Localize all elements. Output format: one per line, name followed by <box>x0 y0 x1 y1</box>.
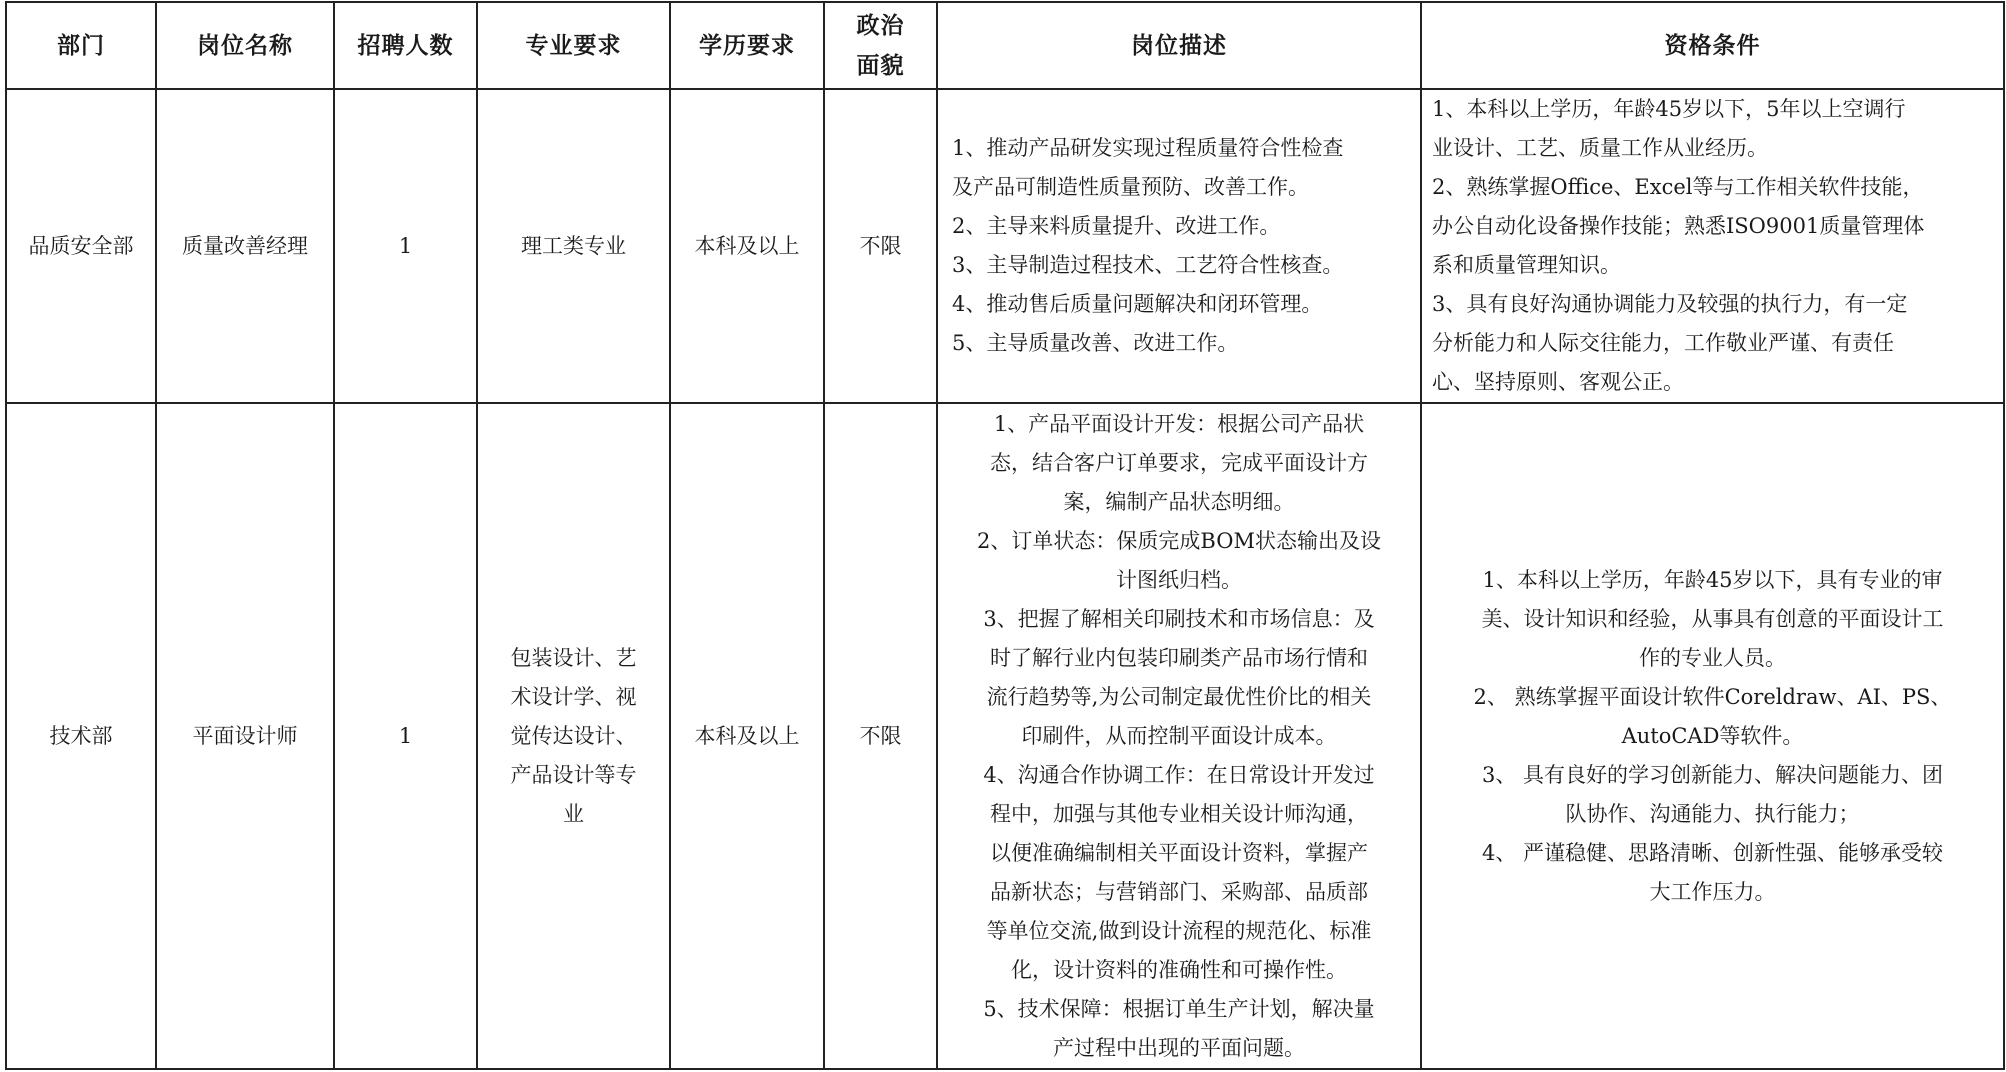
cell-description <box>937 403 1421 1069</box>
text-line: 态，结合客户订单要求，完成平面设计方 <box>990 450 1368 475</box>
text-line: 品新状态；与营销部门、采购部、品质部 <box>990 879 1368 904</box>
header-row <box>6 2 2004 89</box>
cell-political: 不限 <box>824 403 937 1069</box>
cell-major: 理工类专业 <box>477 89 670 403</box>
cell-qualification <box>1421 403 2004 1069</box>
description-lines <box>938 405 1420 1068</box>
text-line: 1、本科以上学历，年龄45岁以下，5年以上空调行 <box>1432 97 1906 121</box>
cell-political: 不限 <box>824 89 937 403</box>
text-line: 案，编制产品状态明细。 <box>1063 489 1295 514</box>
qualification-lines <box>1422 90 2003 402</box>
text-line: 3、主导制造过程技术、工艺符合性核查。 <box>952 253 1344 277</box>
cell-major <box>477 403 670 1069</box>
header-count: 招聘人数 <box>334 2 477 89</box>
text-line: 2、主导来料质量提升、改进工作。 <box>952 214 1281 238</box>
text-line: 大工作压力。 <box>1649 879 1776 904</box>
text-line: 产过程中出现的平面问题。 <box>1053 1035 1305 1060</box>
header-political-text: 政治面貌 <box>856 11 905 79</box>
text-line: 心、坚持原则、客观公正。 <box>1432 370 1684 394</box>
text-line: 术设计学、视 <box>510 684 637 709</box>
text-line: 流行趋势等,为公司制定最优性价比的相关 <box>986 684 1372 709</box>
text-line: 5、主导质量改善、改进工作。 <box>952 331 1239 355</box>
text-line: 4、 严谨稳健、思路清晰、创新性强、能够承受较 <box>1481 840 1944 865</box>
text-line: 3、 具有良好的学习创新能力、解决问题能力、团 <box>1481 762 1944 787</box>
text-line: 程中，加强与其他专业相关设计师沟通， <box>990 801 1368 826</box>
text-line: 2、熟练掌握Office、Excel等与工作相关软件技能， <box>1432 175 1924 199</box>
text-line: 以便准确编制相关平面设计资料，掌握产 <box>990 840 1368 865</box>
qualification-lines <box>1422 561 2003 912</box>
header-department: 部门 <box>6 2 156 89</box>
cell-department: 品质安全部 <box>6 89 156 403</box>
cell-department: 技术部 <box>6 403 156 1069</box>
job-requirements-table <box>5 1 2005 1070</box>
text-line: 包装设计、艺 <box>510 645 637 670</box>
header-political <box>824 2 937 89</box>
text-line: 办公自动化设备操作技能；熟悉ISO9001质量管理体 <box>1432 214 1925 238</box>
cell-count: 1 <box>334 403 477 1069</box>
text-line: 1、推动产品研发实现过程质量符合性检查 <box>952 136 1344 160</box>
text-line: 3、把握了解相关印刷技术和市场信息：及 <box>983 606 1375 631</box>
text-line: 产品设计等专 <box>510 762 637 787</box>
header-major: 专业要求 <box>477 2 670 89</box>
text-line: 等单位交流,做到设计流程的规范化、标准 <box>986 918 1372 943</box>
cell-description <box>937 89 1421 403</box>
text-line: 2、 熟练掌握平面设计软件Coreldraw、AI、PS、 <box>1473 684 1952 709</box>
cell-position: 平面设计师 <box>156 403 334 1069</box>
table-row <box>6 89 2004 403</box>
text-line: 觉传达设计、 <box>510 723 637 748</box>
header-description: 岗位描述 <box>937 2 1421 89</box>
text-line: 业设计、工艺、质量工作从业经历。 <box>1432 136 1768 160</box>
cell-education: 本科及以上 <box>670 89 824 403</box>
cell-qualification <box>1421 89 2004 403</box>
text-line: 4、推动售后质量问题解决和闭环管理。 <box>952 292 1323 316</box>
text-line: 计图纸归档。 <box>1116 567 1242 592</box>
text-line: 队协作、沟通能力、执行能力； <box>1565 801 1860 826</box>
header-qualification: 资格条件 <box>1421 2 2004 89</box>
major-lines <box>478 639 669 834</box>
cell-count: 1 <box>334 89 477 403</box>
text-line: 业 <box>563 801 584 826</box>
text-line: 系和质量管理知识。 <box>1432 253 1621 277</box>
text-line: 分析能力和人际交往能力，工作敬业严谨、有责任 <box>1432 331 1894 355</box>
text-line: 1、产品平面设计开发：根据公司产品状 <box>993 411 1365 436</box>
text-line: 3、具有良好沟通协调能力及较强的执行力，有一定 <box>1432 292 1908 316</box>
text-line: AutoCAD等软件。 <box>1621 723 1804 748</box>
text-line: 5、技术保障：根据订单生产计划，解决量 <box>983 996 1375 1021</box>
text-line: 作的专业人员。 <box>1639 645 1786 670</box>
description-lines <box>938 129 1420 363</box>
text-line: 2、订单状态：保质完成BOM状态输出及设 <box>977 528 1381 553</box>
cell-education: 本科及以上 <box>670 403 824 1069</box>
text-line: 美、设计知识和经验，从事具有创意的平面设计工 <box>1481 606 1944 631</box>
text-line: 4、沟通合作协调工作：在日常设计开发过 <box>983 762 1375 787</box>
text-line: 1、本科以上学历，年龄45岁以下，具有专业的审 <box>1482 567 1943 592</box>
text-line: 及产品可制造性质量预防、改善工作。 <box>952 175 1309 199</box>
header-education: 学历要求 <box>670 2 824 89</box>
cell-position: 质量改善经理 <box>156 89 334 403</box>
table-row <box>6 403 2004 1069</box>
header-position: 岗位名称 <box>156 2 334 89</box>
text-line: 印刷件，从而控制平面设计成本。 <box>1021 723 1337 748</box>
text-line: 化，设计资料的准确性和可操作性。 <box>1011 957 1347 982</box>
text-line: 时了解行业内包装印刷类产品市场行情和 <box>990 645 1368 670</box>
